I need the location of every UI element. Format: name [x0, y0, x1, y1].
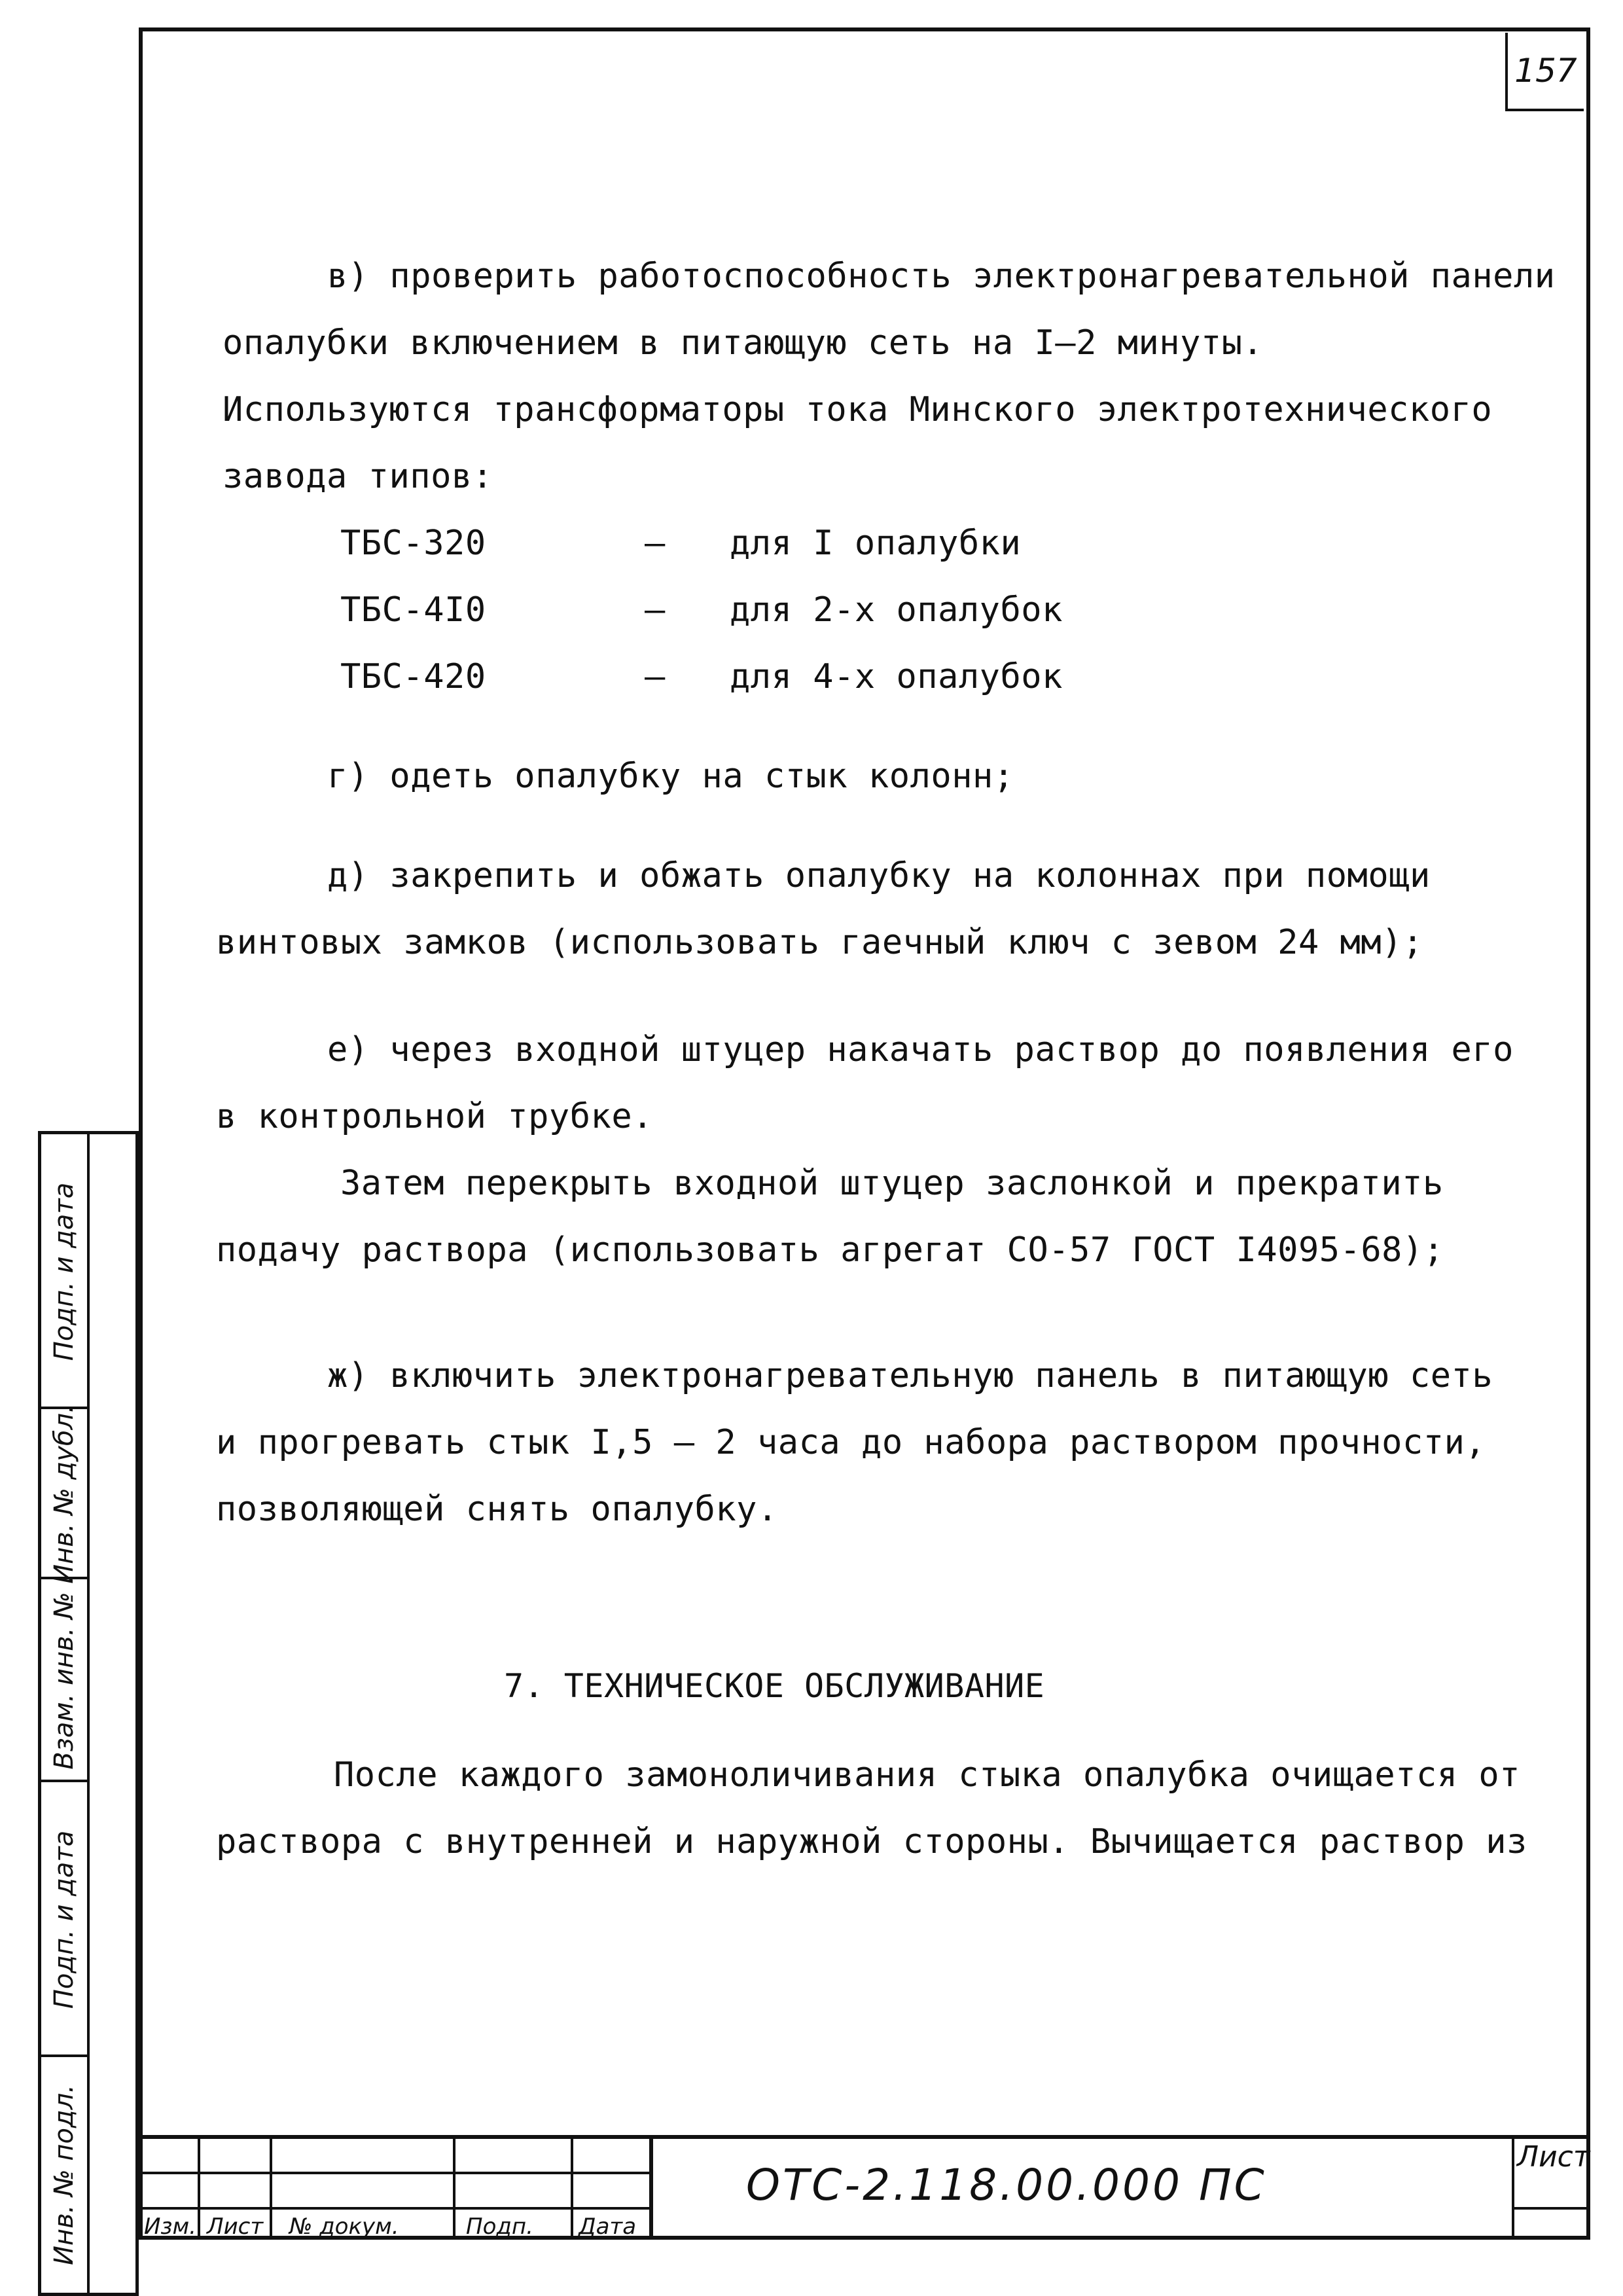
para-v-line2: опалубки включением в питающую сеть на I–2 минуты. — [223, 323, 1264, 363]
transformer-dash: – — [645, 524, 666, 563]
para-v-line1: в) проверить работоспособность электронагревательной панели — [327, 257, 1556, 296]
tb-label-list: Лист — [207, 2214, 264, 2240]
strip-label: Взам. инв. № — [49, 1592, 79, 1770]
para-d-line1: д) закрепить и обжать опалубку на колоннах при помощи — [327, 856, 1431, 895]
para-e-line3: Затем перекрыть входной штуцер заслонкой и прекратить — [340, 1164, 1444, 1203]
transformer-model: ТБС-320 — [340, 524, 486, 563]
para-zh-line3: позволяющей снять опалубку. — [216, 1490, 778, 1529]
transformer-dash: – — [645, 590, 666, 630]
tb-label-doc: № докум. — [289, 2214, 399, 2240]
transformer-dash: – — [645, 657, 666, 696]
transformer-model: ТБС-420 — [340, 657, 486, 696]
sheet-label: Лист — [1517, 2140, 1590, 2174]
strip-label: Инв. № подл. — [49, 2085, 79, 2265]
para-v-line4: завода типов: — [223, 457, 493, 496]
strip-label: Инв. № дубл. — [49, 1405, 80, 1584]
para-e-line1: е) через входной штуцер накачать раствор до появления его — [327, 1030, 1514, 1069]
transformer-use: для 4-х опалубок — [730, 657, 1063, 696]
para-v-line3: Используются трансформаторы тока Минского электротехнического — [223, 390, 1493, 429]
binding-strip — [38, 1131, 139, 2296]
para-zh-line2: и прогревать стык I,5 – 2 часа до набора раствором прочности, — [216, 1423, 1486, 1462]
strip-label: Подп. и дата — [49, 1830, 80, 2009]
tb-label-izm: Изм. — [144, 2214, 196, 2240]
para-zh-line1: ж) включить электронагревательную панель в питающую сеть — [327, 1356, 1493, 1395]
para-e-line4: подачу раствора (использовать агрегат СО-57 ГОСТ I4095-68); — [216, 1230, 1444, 1270]
transformer-use: для 2-х опалубок — [730, 590, 1063, 630]
section-heading: 7. ТЕХНИЧЕСКОЕ ОБСЛУЖИВАНИЕ — [504, 1667, 1045, 1705]
para-g: г) одеть опалубку на стык колонн; — [327, 757, 1014, 796]
para-e-line2: в контрольной трубке. — [216, 1097, 653, 1136]
transformer-use: для I опалубки — [730, 524, 1022, 563]
para-maint-line1: После каждого замоноличивания стыка опалубка очищается от — [334, 1755, 1520, 1795]
tb-label-data: Дата — [579, 2214, 637, 2240]
strip-label: Подп. и дата — [49, 1182, 80, 1361]
tb-label-podp: Подп. — [466, 2214, 533, 2240]
transformer-model: ТБС-4I0 — [340, 590, 486, 630]
para-d-line2: винтовых замков (использовать гаечный ключ с зевом 24 мм); — [216, 923, 1423, 962]
para-maint-line2: раствора с внутренней и наружной стороны. Вычищается раствор из — [216, 1822, 1527, 1861]
document-designation: ОТС-2.118.00.000 ПС — [746, 2160, 1267, 2210]
page-number: 157 — [1505, 33, 1584, 111]
